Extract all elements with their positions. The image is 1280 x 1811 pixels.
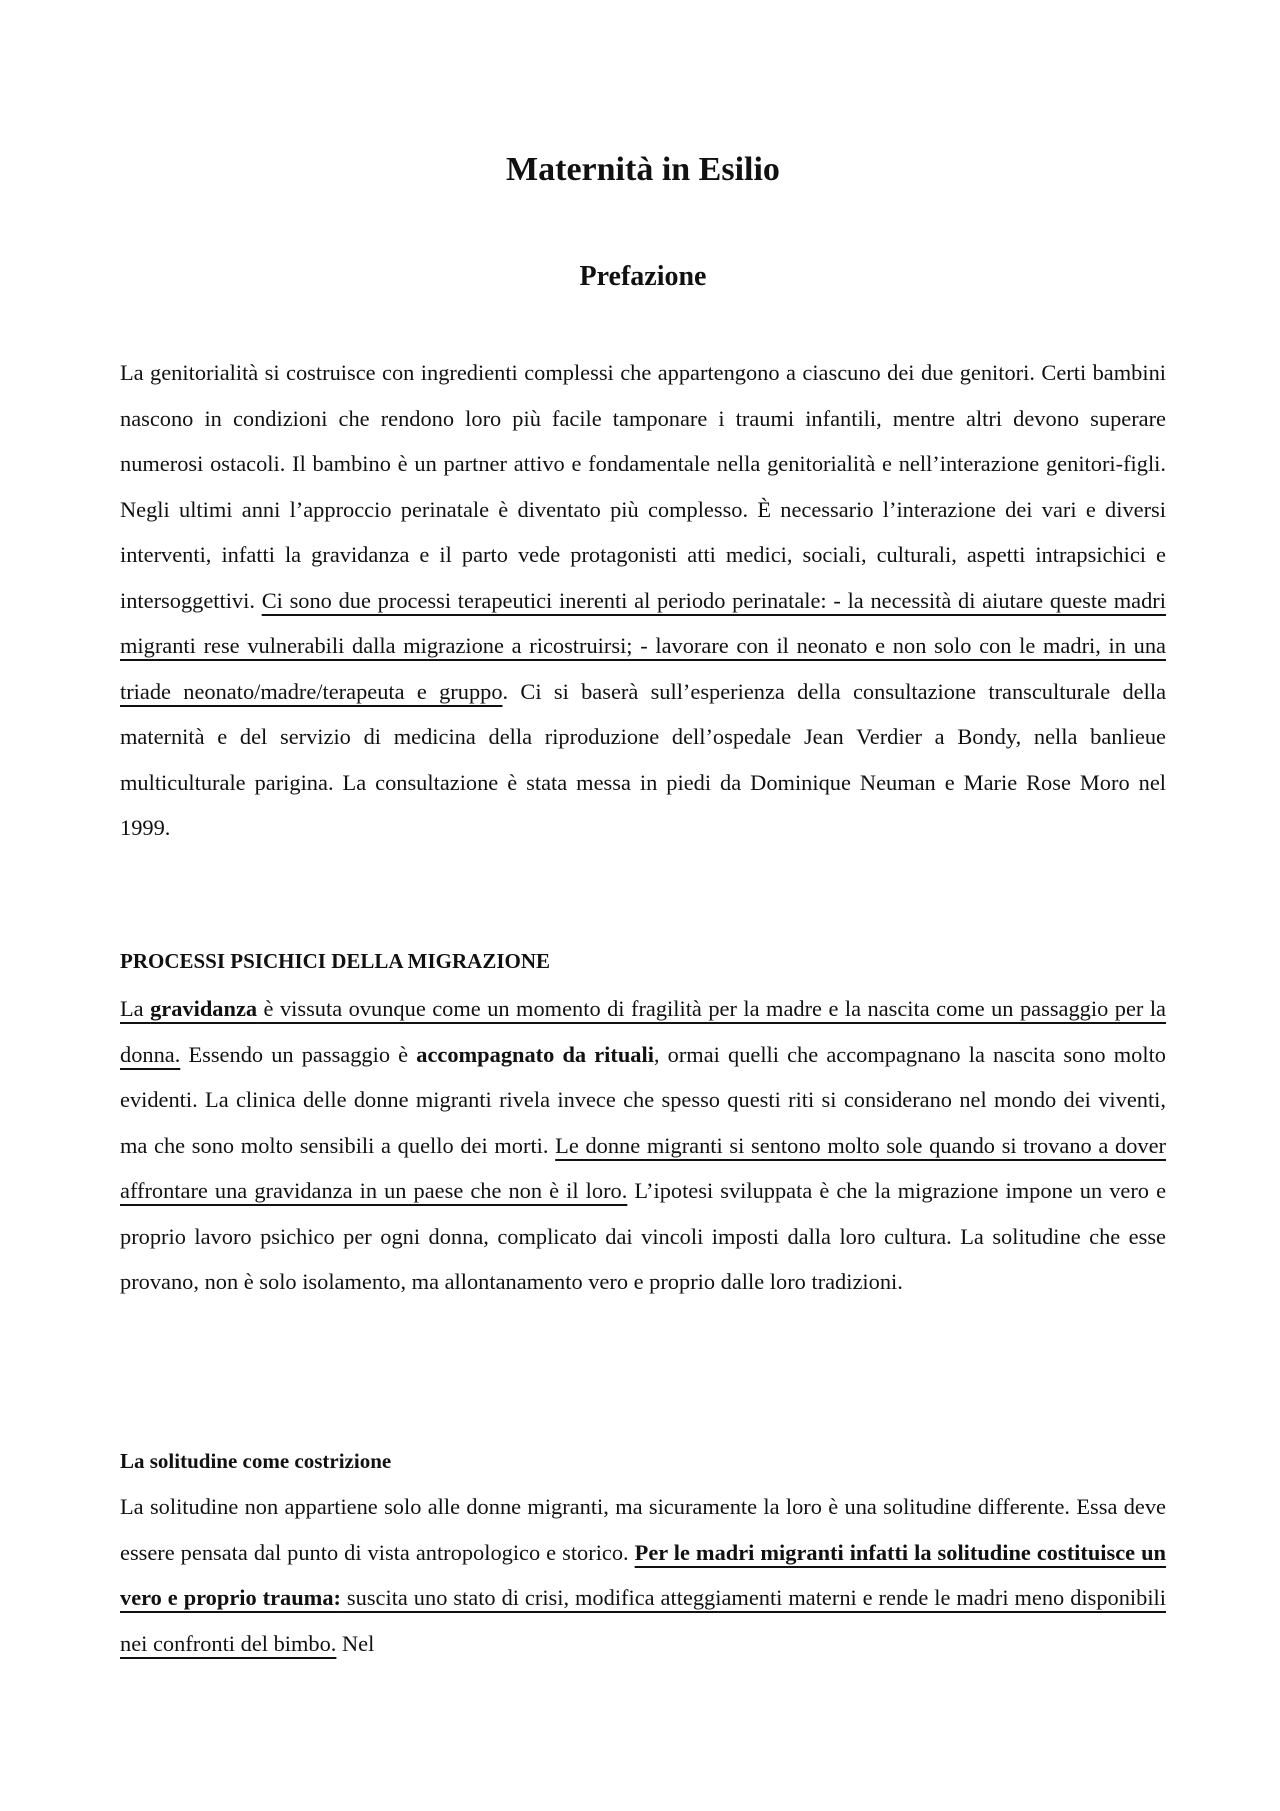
section-heading-solitudine: La solitudine come costrizione bbox=[120, 1449, 392, 1473]
paragraph-prefazione bbox=[120, 350, 1166, 851]
bold-text: accompagnato da rituali bbox=[416, 1041, 654, 1067]
text-run: La genitorialità si costruisce con ingredienti complessi che appartengono a ciascuno dei due genitori. Certi bambini nascono in condizioni che rendono loro più facile tamponare i traumi infantili, mentre altri devono superare numerosi ostacoli. Il bambino è un partner attivo e fondamentale nella genitorialità e nell’interazione genitori-figli. Negli ultimi anni l’approccio perinatale è diventato più complesso. È necessario l’interazione dei vari e diversi interventi, infatti la gravidanza e il parto vede protagonisti atti medici, sociali, culturali, aspetti intrapsichici e intersoggettivi. bbox=[120, 360, 1166, 613]
section-heading-processi: PROCESSI PSICHICI DELLA MIGRAZIONE bbox=[120, 949, 551, 973]
underlined-text: Le donne migranti si sentono molto sole quando si trovano a dover affrontare una gravidanza in un paese che non è il loro. bbox=[120, 1132, 1167, 1203]
section-title-prefazione: Prefazione bbox=[579, 261, 707, 292]
text-run: Essendo un passaggio è bbox=[180, 1041, 417, 1067]
bold-text: Per le madri migranti infatti la solitudine costituisce un vero e proprio trauma: bbox=[120, 1539, 1166, 1610]
text-run: La solitudine non appartiene solo alle donne migranti, ma sicuramente la loro è una solitudine differente. Essa deve essere pensata dal punto di vista antropologico e storico. bbox=[120, 1494, 1166, 1565]
document-title: Maternità in Esilio bbox=[506, 151, 780, 188]
text-run: , ormai quelli che accompagnano la nascita sono molto evidenti. La clinica delle donne migranti rivela invece che spesso questi riti si considerano nel mondo dei viventi, ma che sono molto sensibili a quello dei morti. bbox=[120, 1041, 1166, 1158]
text-run: Nel bbox=[336, 1630, 375, 1656]
text-run: L’ipotesi sviluppata è che la migrazione impone un vero e proprio lavoro psichico per ogni donna, complicato dai vincoli imposti dalla loro cultura. La solitudine che esse provano, non è solo isolamento, ma allontanamento vero e proprio dalle loro tradizioni. bbox=[120, 1178, 1167, 1294]
text-run: è vissuta ovunque come un momento di fragilità per la madre e la nascita come un passaggio per la donna. bbox=[120, 996, 1166, 1067]
text-run: suscita uno stato di crisi, modifica atteggiamenti materni e rende le madri meno disponibili nei confronti del bimbo. bbox=[120, 1585, 1166, 1656]
text-run: La bbox=[120, 996, 151, 1021]
text-run: . Ci si baserà sull’esperienza della consultazione transculturale della maternità e del servizio di medicina della riproduzione dell’ospedale Jean Verdier a Bondy, nella banlieue multiculturale parigina. La consultazione è stata messa in piedi da Dominique Neuman e Marie Rose Moro nel 1999. bbox=[120, 678, 1167, 840]
bold-text: gravidanza bbox=[150, 996, 258, 1021]
paragraph-solitudine bbox=[120, 1484, 1166, 1666]
paragraph-processi bbox=[120, 986, 1166, 1305]
underlined-text: Ci sono due processi terapeutici inerenti al periodo perinatale: - la necessità di aiutare queste madri migranti rese vulnerabili dalla migrazione a ricostruirsi; - lavorare con il neonato e non solo con le madri, in una triade neonato/madre/terapeuta e gruppo bbox=[120, 587, 1166, 704]
